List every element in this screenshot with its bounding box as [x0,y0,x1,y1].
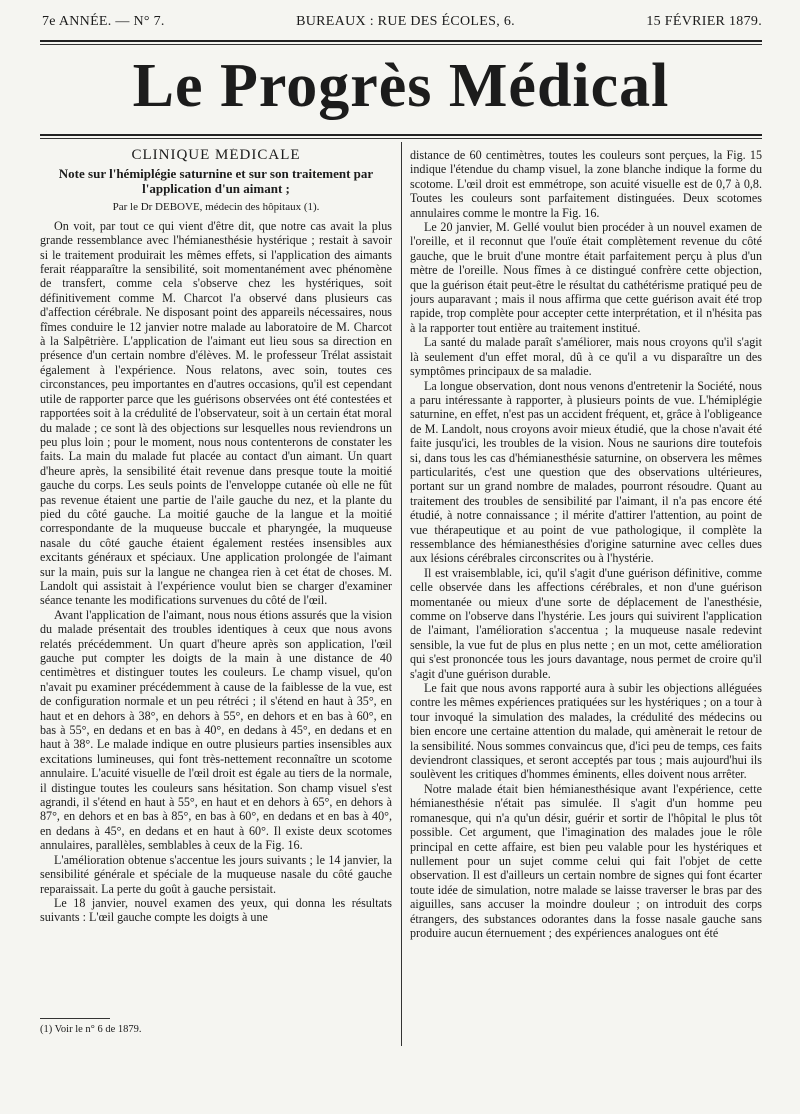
right-column [410,148,762,1048]
masthead-rule [40,40,762,42]
masthead-rule-thin [40,44,762,45]
paragraph: La longue observation, dont nous venons d'entretenir la Société, nous a paru intéressante à rapporter, à plusieurs points de vue. L'hémiplégie saturnine, en effet, n'est pas un accident fréquent, et, grâce à l'obligeance de M. Landolt, nous croyons avoir mieux étudié, que la chose n'avait été faite jusqu'ici, les troubles de la vision. Nous ne saurions dire toutefois si, dans tous les cas d'hémianesthésie saturnine, on observera les mêmes particularités, c'est une question que des observations ultérieures, portant sur un grand nombre de malades, pourront résoudre. Quant au traitement des troubles de sensibilité par l'aimant, il n'a pas encore été étudié, à notre connaissance ; il mérite d'attirer l'attention, au point de vue thérapeutique et au point de vue pathologique, il complète la ressemblance des hémianesthésies d'origine saturnine avec celles dues aux lésions cérébrales circonscrites ou à l'hystérie. [410,378,762,566]
journal-title: Le Progrès Médical [132,52,670,120]
paragraph: Le 20 janvier, M. Gellé voulut bien procéder à un nouvel examen de l'oreille, et il reconnut que l'ouïe était complètement revenue du côté gauche, que le bruit d'une montre était parfaitement perçu à plus d'un mètre de l'oreille. Nous fîmes à ce distingué confrère cette objection, que la guérison était peut-être le résultat du cathétérisme pratiqué peu de jours auparavant ; mais il nous affirma que cette guérison avait été trop rapide, trop complète pour accepter cette interprétation, et il n'hésita pas à la rapporter tout entière au traitement institué. [410,220,762,335]
paragraph: distance de 60 centimètres, toutes les couleurs sont perçues, la Fig. 15 indique l'étendue du champ visuel, la zone blanche indique la forme du scotome. L'œil droit est emmétrope, son acuité visuelle est de 0,7 à 0,8. Toutes les couleurs sont parfaitement distinguées. Deux scotomes annulaires comme le montre la Fig. 16. [410,148,762,220]
paragraph: On voit, par tout ce qui vient d'être dit, que notre cas avait la plus grande ressemblance avec l'hémianesthésie hystérique ; restait à savoir si le traitement produirait les mêmes effets, si l'application des aimants ferait réapparaître la sensibilité, soit momentanément avec phénomène de transfert, comme cela s'observe chez les hystériques, soit définitivement comme M. Charcot l'a observé dans plusieurs cas d'affection cérébrale. Ne disposant point des appareils nécessaires, nous fîmes conduire le 12 janvier notre malade au laboratoire de M. Charcot à la Salpêtrière. L'application de l'aimant eut lieu sous sa direction en présence d'un certain nombre d'élèves. M. le professeur Trélat assistait également à l'expérience. Nous relatons, avec soin, toutes ces circonstances, peu importantes en d'autres occasions, qu'il est cependant utile de rapporter parce que les guérisons observées ont été contestées et rapportées soit à la crédulité de l'observateur, soit à un certain état moral du malade ; ce sont là des objections sur lesquelles nous reviendrons un peu plus loin ; pour le moment, nous nous contenterons de constater les faits. La main du malade fut placée au contact d'un aimant. Un quart d'heure après, la sensibilité était revenue dans presque toute la moitié gauche du corps. Les seuls points de l'enveloppe cutanée où elle ne fût pas revenue étaient une partie de l'aile gauche du nez, et la plante du pied du côté gauche. La moitié gauche de la langue et la moitié correspondante de la muqueuse buccale et pharyngée, la muqueuse nasale du côté gauche étaient également restées insensibles aux excitants généraux et spéciaux. Une application prolongée de l'aimant sur la main, puis sur la langue ne changea rien à cet état de choses. M. Landolt qui assistait à l'expérience voulut bien se charger d'examiner séance tenante les modifications survenues du côté de l'œil. [40,218,392,608]
office-address: BUREAUX : RUE DES ÉCOLES, 6. [296,14,515,29]
left-column [40,148,392,1048]
section-heading: CLINIQUE MÉDICALE [131,148,301,163]
issue-date: 15 FÉVRIER 1879. [646,14,762,29]
article-byline: Par le Dr DEBOVE, médecin des hôpitaux (1). [112,201,320,214]
paragraph: Il est vraisemblable, ici, qu'il s'agit d'une guérison définitive, comme celle observée dans les affections cérébrales, et non d'une guérison momentanée ou mieux d'une sorte de déplacement de l'anesthésie, comme on l'observe dans l'hystérie. Les jours qui suivirent l'application de l'aimant, l'amélioration s'accentua ; la muqueuse nasale redevint sensible, la vue fut de plus en plus nette ; en un mot, cette amélioration qui s'est prononcée tous les jours davantage, nous permet de croire qu'il s'agit d'une guérison durable. [410,565,762,681]
masthead [42,14,762,36]
column-divider [401,142,402,1046]
title-rule [40,134,762,136]
paragraph: Avant l'application de l'aimant, nous nous étions assurés que la vision du malade présentait des troubles identiques à ceux que nous avons relatés précédemment. Un quart d'heure après son application, l'œil gauche put compter les doigts de la main à une distance de 40 centimètres et distinguer toutes les couleurs. Le champ visuel, qu'on n'avait pu examiner précédemment à cause de la faiblesse de la vue, est de configuration normale et un peu rétréci ; il s'étend en haut à 35°, en haut et en dehors à 38°, en dehors à 55°, en dehors et en bas à 60°, en bas à 55°, en dedans et en bas à 40°, en dedans à 45°, en dedans et en haut à 38°. Le malade indique en outre plusieurs parties insensibles aux excitations lumineuses, qui font très-nettement reconnaître un scotome annulaire. L'acuité visuelle de l'œil droit est égale au tiers de la normale, il distingue toutes les couleurs sans hésitation. Son champ visuel s'est agrandi, il s'étend en haut à 55°, en haut et en dehors à 65°, en dehors à 87°, en dehors et en bas à 85°, en bas à 60°, en dedans et en bas à 40°, en dedans à 45°, en dedans et en haut à 60°. Il existe deux scotomes annulaires, parallèles, semblables à ceux de la Fig. 16. [40,607,392,853]
footnote: (1) Voir le n° 6 de 1879. [40,1024,142,1035]
paragraph: L'amélioration obtenue s'accentue les jours suivants ; le 14 janvier, la sensibilité générale et spéciale de la muqueuse nasale du côté gauche reparaissait. La perte du goût à gauche persistait. [40,852,392,896]
paragraph: La santé du malade paraît s'améliorer, mais nous croyons qu'il s'agit là seulement d'un effet moral, dû à ce qu'il a vu disparaître un des symptômes principaux de sa maladie. [410,335,762,379]
paragraph: Notre malade était bien hémianesthésique avant l'expérience, cette hémianesthésie n'était pas simulée. Il s'agit d'un homme peu romanesque, qui n'a qu'un désir, guérir et sortir de l'hôpital le plus tôt possible. Cet argument, que l'imagination des malades joue le rôle principal en cette affaire, est bien peu valable pour les hystériques et nullement pour un sujet comme celui qui fait l'objet de cette observation. Il est d'ailleurs un certain nombre de signes qui font écarter toute idée de simulation, notre malade se laisse traverser le bras par des aiguilles, sans accuser la moindre douleur ; on introduit des corps étrangers, des substances odorantes dans la fosse nasale gauche sans produire aucun éternuement ; des expériences analogues ont été [410,781,762,940]
title-rule-thin [40,138,762,139]
footnote-rule [40,1018,110,1019]
article-title: Note sur l'hémiplégie saturnine et sur son traitement par l'application d'un aimant ; [58,166,374,197]
paragraph: Le 18 janvier, nouvel examen des yeux, qui donna les résultats suivants : L'œil gauche compte les doigts à une [40,895,392,925]
issue-number: 7e ANNÉE. — N° 7. [42,14,165,29]
paragraph: Le fait que nous avons rapporté aura à subir les objections alléguées contre les mêmes expériences pratiquées sur les hystériques ; on a tour à tour invoqué la simulation des malades, la crédulité des médecins ou bien encore une certaine attention du malade, qui amènerait le retour de la sensibilité. Nous sommes convaincus que, d'ici peu de temps, ces faits deviendront classiques, et seront acceptés par tous ; mais aujourd'hui ils soulèvent les critiques d'hommes éminents, elles doivent nous arrêter. [410,681,762,782]
